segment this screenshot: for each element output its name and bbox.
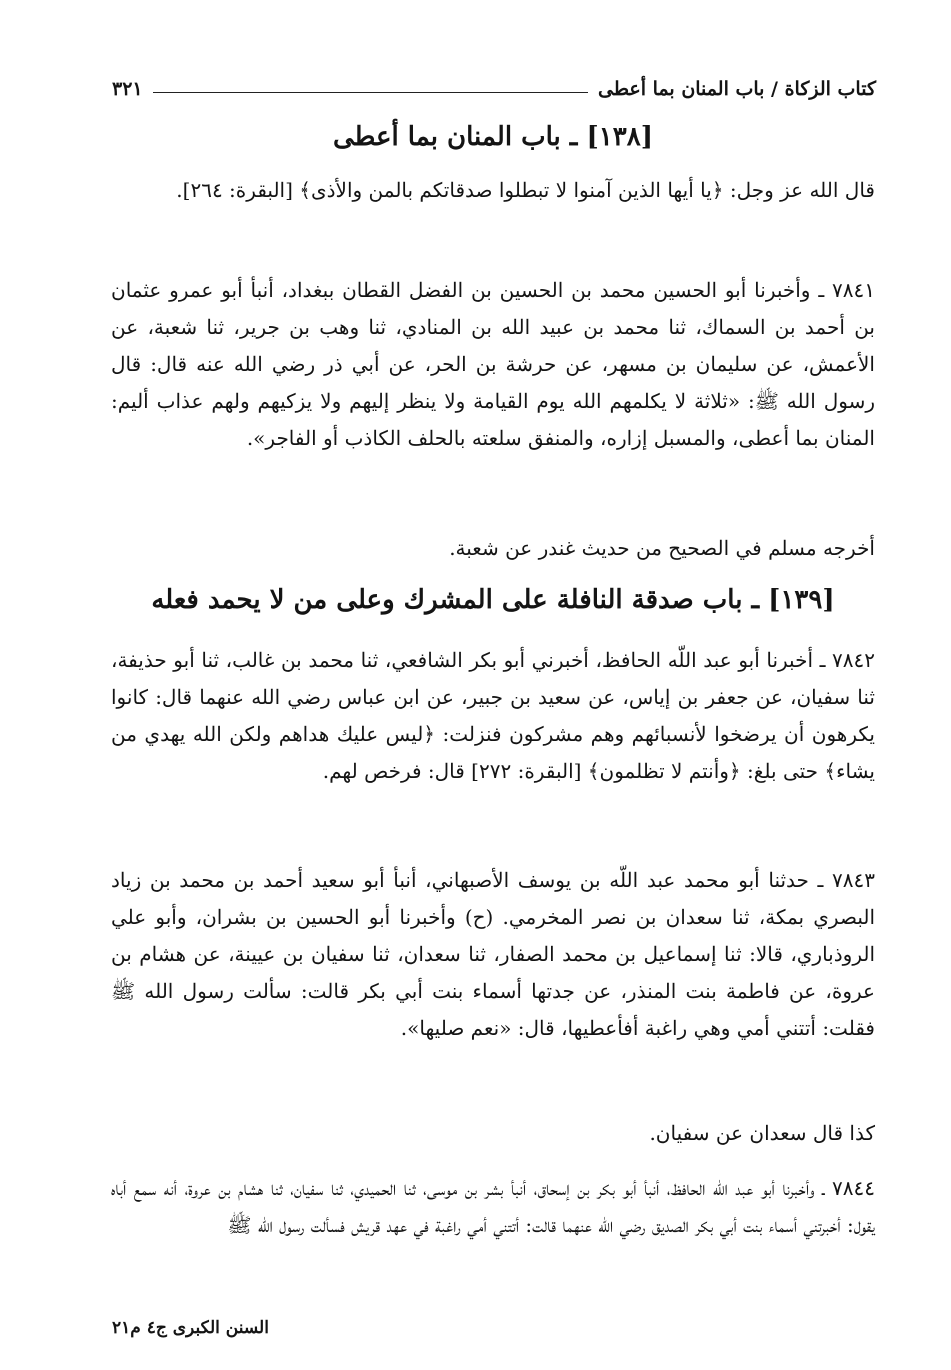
chapter-title-138: [١٣٨] ـ باب المنان بما أعطى (333, 122, 653, 152)
hadith-7841-note: أخرجه مسلم في الصحيح من حديث غندر عن شعبة. (449, 536, 875, 560)
hadith-7844: ٧٨٤٤ ـ وأخبرنا أبو عبد اللّه الحافظ، أنبأ أبو بكر بن إسحاق، أنبأ بشر بن موسى، ثنا الحميدي، ثنا سفيان، ثنا هشام بن عروة، أنه سمع أباه يقول: أخبرتني أسماء بنت أبي بكر الصديق رضي الله عنهما قالت: أتتني أمي راغبة في عهد قريش فسألت رسول الله ﷺ (111, 1176, 875, 1237)
hadith-7843-note: كذا قال سعدان عن سفيان. (649, 1121, 875, 1145)
chapter-138-intro: قال الله عز وجل: ﴿يا أيها الذين آمنوا لا تبطلوا صدقاتكم بالمن والأذى﴾ [البقرة: ٢٦٤]. (176, 178, 875, 202)
hadith-7843: ٧٨٤٣ ـ حدثنا أبو محمد عبد اللّه بن يوسف الأصبهاني، أنبأ أبو سعيد أحمد بن محمد بن زياد البصري بمكة، ثنا سعدان بن نصر المخرمي. (ح) وأخبرنا أبو الحسين بن بشران، وأبو علي الروذباري، قالا: ثنا إسماعيل بن محمد الصفار، ثنا سعدان، ثنا سفيان بن عيينة، عن هشام بن عروة، عن فاطمة بنت المنذر، عن جدتها أسماء بنت أبي بكر قالت: سألت رسول الله ﷺ فقلت: أتتني أمي وهي راغبة أفأعطيها، قال: «نعم صليها». (111, 868, 876, 1040)
header-rule (153, 92, 588, 93)
hadith-7841: ٧٨٤١ ـ وأخبرنا أبو الحسين محمد بن الحسين بن الفضل القطان ببغداد، أنبأ أبو عمرو عثمان بن أحمد بن السماك، ثنا محمد بن عبيد الله بن المنادي، ثنا وهب بن جرير، ثنا شعبة، عن الأعمش، عن سليمان بن مسهر، عن حرشة بن الحر، عن أبي ذر رضي الله عنه قال: قال رسول الله ﷺ: «ثلاثة لا يكلمهم الله يوم القيامة ولا ينظر إليهم ولا يزكيهم ولهم عذاب أليم: المنان بما أعطى، والمسبل إزاره، والمنفق سلعته بالحلف الكاذب أو الفاجر». (111, 278, 875, 450)
running-title: كتاب الزكاة / باب المنان بما أعطى (597, 78, 876, 100)
page-number: ٣٢١ (112, 78, 143, 100)
chapter-title-139: [١٣٩] ـ باب صدقة النافلة على المشرك وعلى من لا يحمد فعله (151, 585, 835, 615)
running-header (112, 72, 876, 106)
page-signature: السنن الكبرى ج٤ م٢١ (112, 1318, 269, 1338)
hadith-7842: ٧٨٤٢ ـ أخبرنا أبو عبد اللّه الحافظ، أخبرني أبو بكر الشافعي، ثنا محمد بن غالب، ثنا أبو حذيفة، ثنا سفيان، عن جعفر بن إياس، عن سعيد بن جبير، عن ابن عباس رضي الله عنهما قال: كانوا يكرهون أن يرضخوا لأنسبائهم وهم مشركون فنزلت: ﴿ليس عليك هداهم ولكن الله يهدي من يشاء﴾ حتى بلغ: ﴿وأنتم لا تظلمون﴾ [البقرة: ٢٧٢] قال: فرخص لهم. (111, 648, 875, 783)
